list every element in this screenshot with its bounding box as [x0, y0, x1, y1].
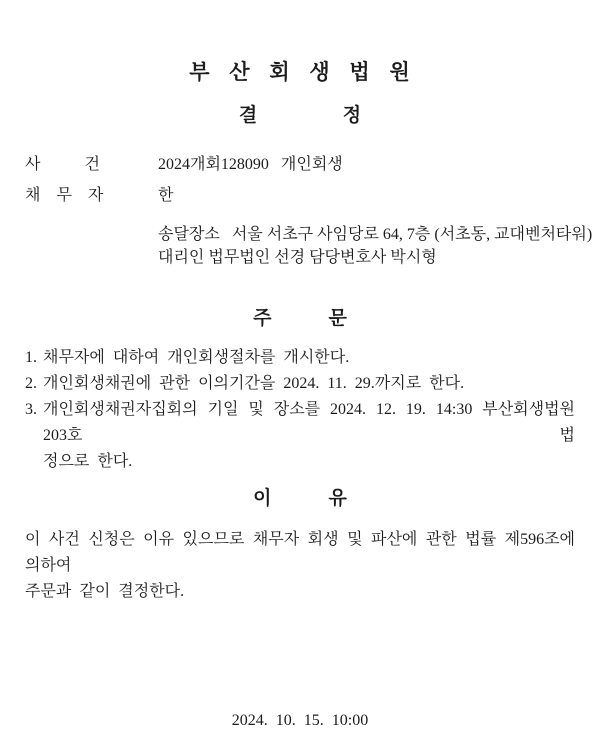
decision-title: 결 정 — [238, 105, 362, 126]
reason-text: 이 사건 신청은 이유 있으므로 채무자 회생 및 파산에 관한 법률 제596조에 의하여 — [25, 531, 575, 574]
order-item-text: 채무자에 대하여 개인회생절차를 개시한다. — [43, 349, 350, 366]
order-heading: 주 문 — [253, 308, 347, 329]
address-block — [158, 223, 593, 269]
order-item — [25, 371, 575, 397]
case-row — [25, 155, 575, 175]
order-item-text-continued: 정으로 한다. — [43, 453, 133, 470]
order-item — [25, 397, 575, 475]
debtor-name: 한 — [158, 187, 174, 204]
order-item-number: 1. — [25, 349, 37, 366]
decision-date: 2024. 10. 15. 10:00 — [231, 712, 369, 729]
order-item — [25, 345, 575, 371]
order-item-text: 개인회생채권자집회의 기일 및 장소를 2024. 12. 19. 14:30 부산회생법원 203호 법 — [43, 401, 575, 444]
reason-heading: 이 유 — [253, 488, 347, 509]
order-item-number: 2. — [25, 375, 37, 392]
order-item-text: 개인회생채권에 관한 이의기간을 2024. 11. 29.까지로 한다. — [43, 375, 465, 392]
court-title: 부 산 회 생 법 원 — [189, 60, 411, 84]
case-label: 사 건 — [25, 156, 100, 173]
reason-paragraph — [25, 527, 575, 605]
reason-text-continued: 주문과 같이 결정한다. — [25, 583, 185, 600]
representative: 대리인 법무법인 선경 담당변호사 박시형 — [158, 249, 437, 266]
order-item-number: 3. — [25, 401, 37, 418]
service-address: 송달장소 서울 서초구 사임당로 64, 7층 (서초동, 교대벤처타워) — [158, 226, 593, 243]
case-number: 2024개회128090 개인회생 — [158, 156, 343, 173]
order-list — [25, 345, 575, 475]
case-meta-block — [25, 155, 575, 206]
debtor-row — [25, 186, 575, 206]
debtor-label: 채 무 자 — [25, 187, 104, 204]
